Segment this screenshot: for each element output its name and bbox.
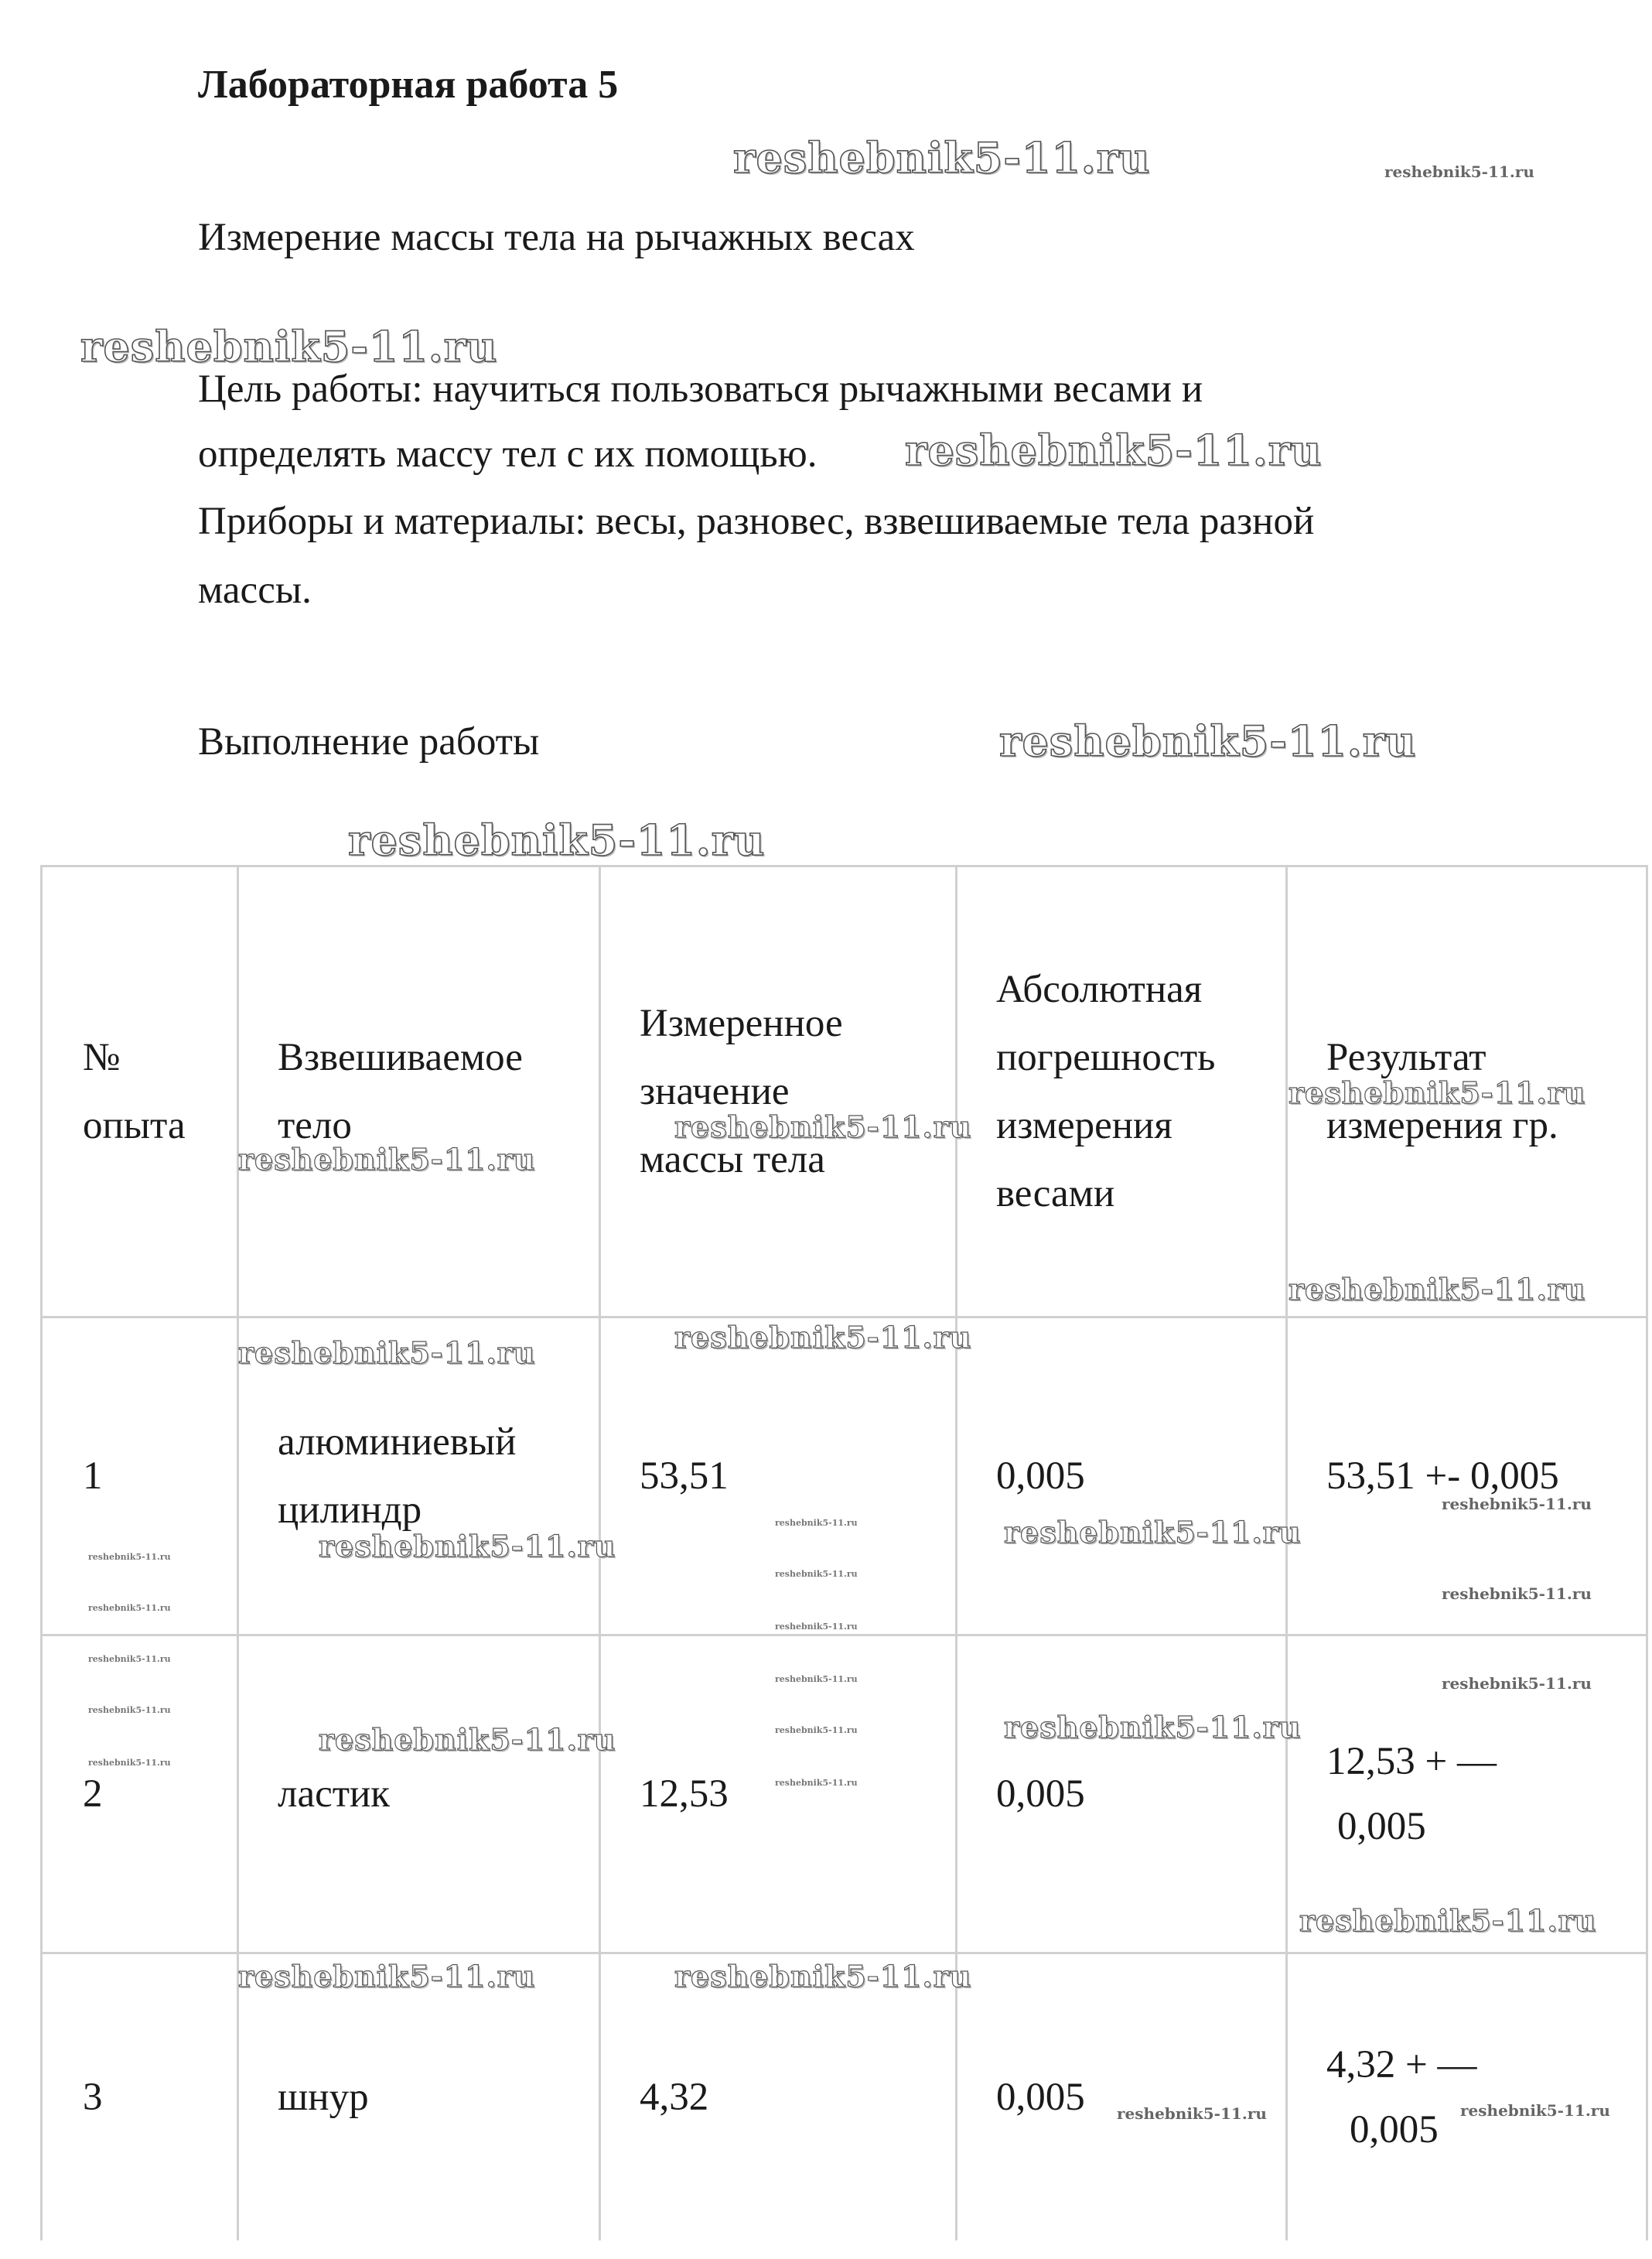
result-text: 4,32 + — [1326, 2043, 1477, 2086]
result-text: 53,51 +- 0,005 [1326, 1454, 1559, 1498]
procedure-heading: Выполнение работы [198, 720, 540, 764]
watermark: reshebnik5-11.ru [674, 1109, 972, 1144]
watermark: reshebnik5-11.ru [1299, 1903, 1597, 1938]
goal-line-2: определять массу тел с их помощью. [198, 432, 817, 476]
goal-line-1: Цель работы: научиться пользоваться рычажными весами и [198, 367, 1203, 411]
header-text: Измеренное [640, 1002, 843, 1045]
subtitle: Измерение массы тела на рычажных весах [198, 216, 915, 259]
watermark: reshebnik5-11.ru [348, 815, 766, 865]
header-text: погрешность [996, 1036, 1216, 1079]
header-text: весами [996, 1172, 1115, 1215]
watermark: reshebnik5-11.ru [88, 1603, 171, 1613]
body-text: ластик [278, 1772, 391, 1816]
row-error: 0,005 [957, 1953, 1287, 2241]
watermark: reshebnik5-11.ru [88, 1758, 171, 1768]
page-title: Лабораторная работа 5 [198, 63, 619, 107]
header-text: измерения гр. [1326, 1104, 1558, 1147]
result-text: 0,005 [1337, 1805, 1426, 1848]
row-number: 2 [42, 1635, 238, 1953]
header-cell-body [238, 866, 600, 1317]
table-row [42, 1953, 1647, 2241]
watermark: reshebnik5-11.ru [1442, 1674, 1592, 1693]
watermark: reshebnik5-11.ru [775, 1518, 858, 1528]
row-result [1287, 1953, 1647, 2241]
header-text: Взвешиваемое [278, 1036, 523, 1079]
row-number: 1 [42, 1317, 238, 1635]
body-text: алюминиевый [278, 1420, 517, 1464]
watermark: reshebnik5-11.ru [1288, 1272, 1586, 1307]
header-text: Результат [1326, 1036, 1486, 1079]
watermark: reshebnik5-11.ru [775, 1569, 858, 1579]
body-text: шнур [278, 2076, 369, 2119]
watermark: reshebnik5-11.ru [775, 1778, 858, 1788]
result-text: 0,005 [1350, 2108, 1439, 2151]
row-value: 12,53 [600, 1635, 957, 1953]
header-text: № [83, 1036, 121, 1079]
watermark: reshebnik5-11.ru [1460, 2101, 1610, 2120]
header-text: Абсолютная [996, 968, 1203, 1011]
watermark: reshebnik5-11.ru [238, 1335, 536, 1370]
watermark: reshebnik5-11.ru [775, 1725, 858, 1735]
watermark: reshebnik5-11.ru [1004, 1515, 1302, 1550]
watermark: reshebnik5-11.ru [1442, 1584, 1592, 1603]
row-body [238, 1635, 600, 1953]
watermark: reshebnik5-11.ru [1442, 1495, 1592, 1513]
row-number: 3 [42, 1953, 238, 2241]
watermark: reshebnik5-11.ru [1004, 1710, 1302, 1745]
watermark: reshebnik5-11.ru [674, 1959, 972, 1994]
watermark: reshebnik5-11.ru [733, 133, 1151, 183]
watermark: reshebnik5-11.ru [1384, 162, 1534, 181]
header-text: измерения [996, 1104, 1172, 1147]
results-table [40, 865, 1648, 2240]
watermark: reshebnik5-11.ru [319, 1529, 616, 1564]
watermark: reshebnik5-11.ru [1117, 2104, 1267, 2123]
header-cell-number [42, 866, 238, 1317]
materials-line-2: массы. [198, 569, 312, 612]
watermark: reshebnik5-11.ru [238, 1959, 536, 1994]
watermark: reshebnik5-11.ru [1288, 1075, 1586, 1110]
watermark: reshebnik5-11.ru [80, 322, 498, 371]
watermark: reshebnik5-11.ru [319, 1722, 616, 1757]
watermark: reshebnik5-11.ru [88, 1654, 171, 1664]
body-text: цилиндр [278, 1488, 422, 1532]
watermark: reshebnik5-11.ru [775, 1674, 858, 1684]
watermark: reshebnik5-11.ru [775, 1622, 858, 1632]
result-text: 12,53 + — [1326, 1740, 1497, 1783]
watermark: reshebnik5-11.ru [88, 1552, 171, 1562]
row-value: 4,32 [600, 1953, 957, 2241]
header-cell-error [957, 866, 1287, 1317]
row-value: 53,51 [600, 1317, 957, 1635]
watermark: reshebnik5-11.ru [238, 1142, 536, 1177]
watermark: reshebnik5-11.ru [999, 716, 1417, 766]
header-text: тело [278, 1104, 352, 1147]
header-text: массы тела [640, 1138, 825, 1181]
header-text: опыта [83, 1104, 186, 1147]
row-body [238, 1953, 600, 2241]
row-error: 0,005 [957, 1317, 1287, 1635]
row-error: 0,005 [957, 1635, 1287, 1953]
watermark: reshebnik5-11.ru [674, 1320, 972, 1355]
header-text: значение [640, 1070, 790, 1113]
watermark: reshebnik5-11.ru [905, 425, 1323, 475]
header-cell-measured [600, 866, 957, 1317]
watermark: reshebnik5-11.ru [88, 1705, 171, 1715]
materials-line-1: Приборы и материалы: весы, разновес, взвешиваемые тела разной [198, 500, 1315, 543]
